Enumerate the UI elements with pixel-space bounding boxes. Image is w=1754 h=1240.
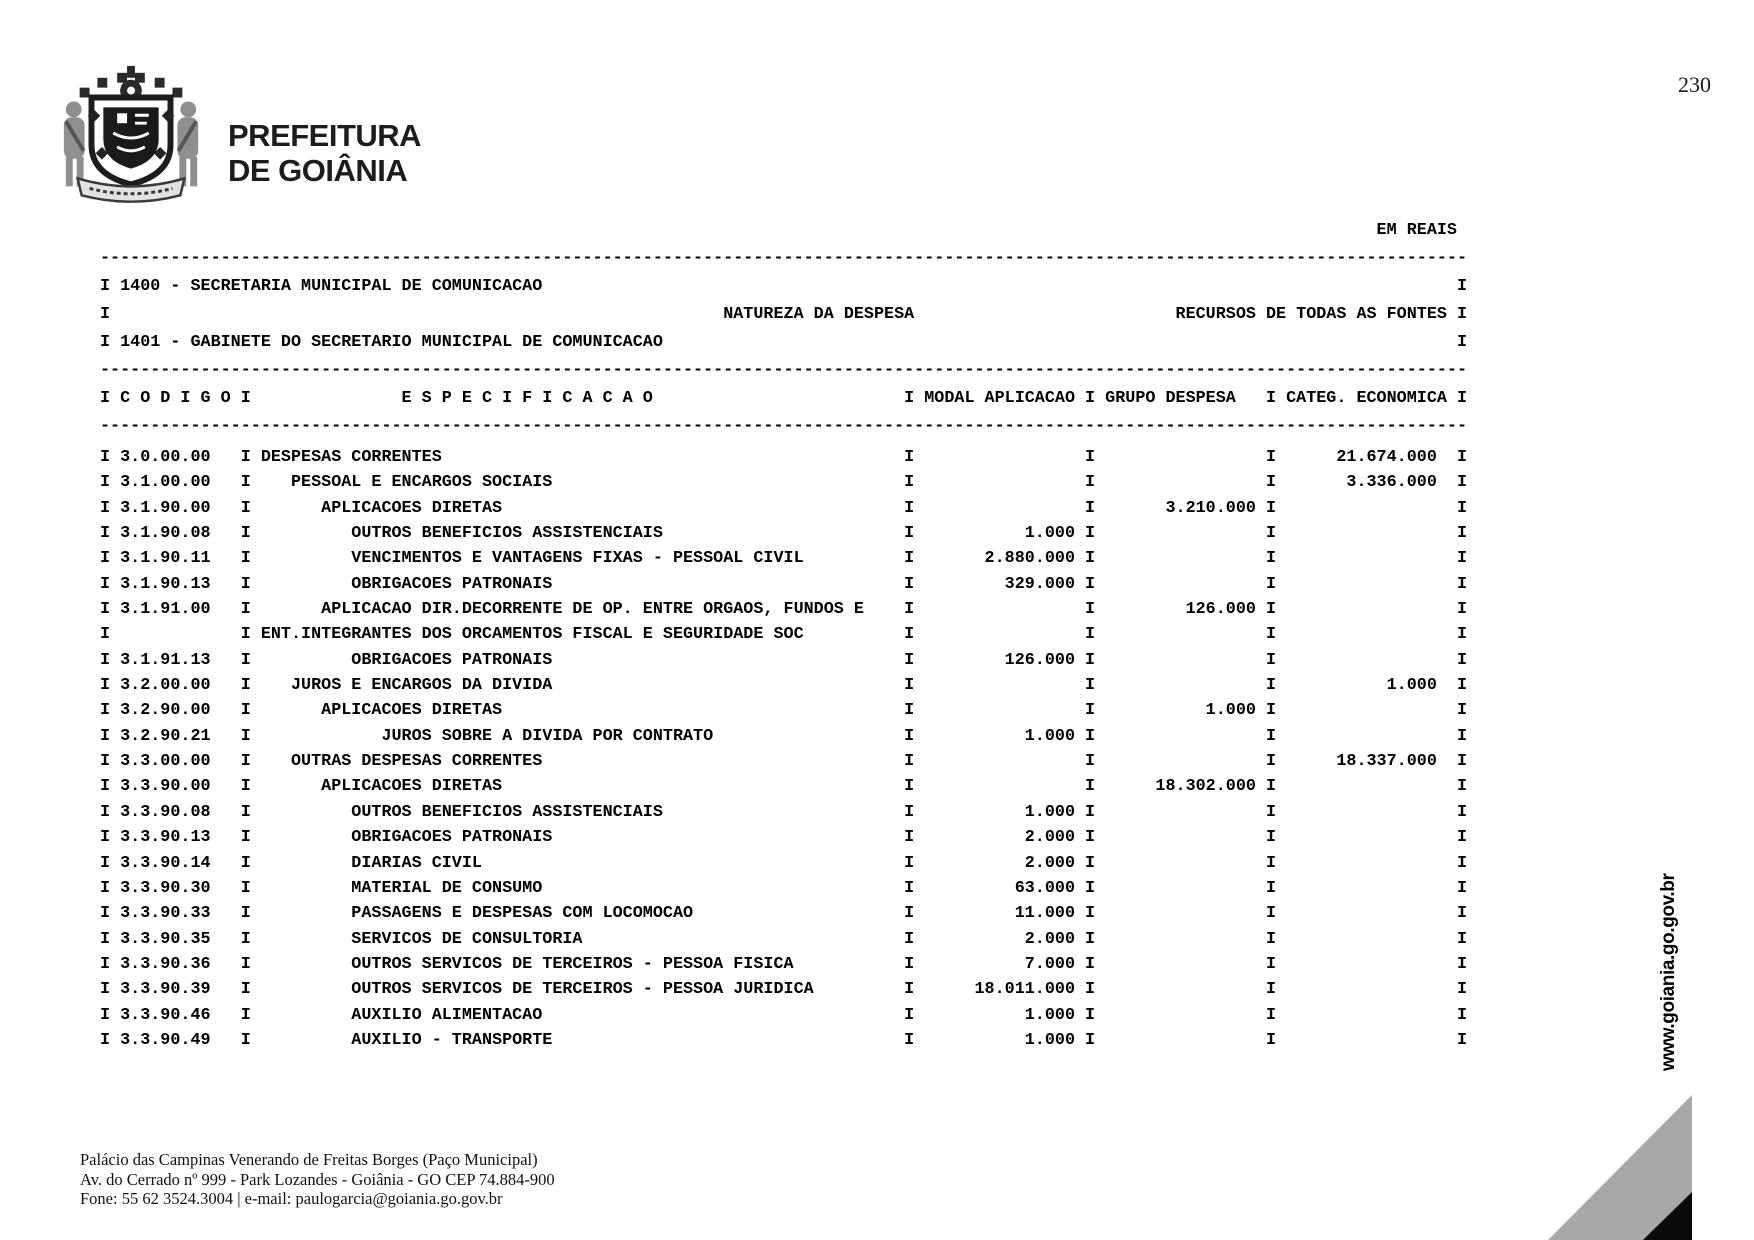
website-url-vertical: www.goiania.go.gov.br [1658, 873, 1679, 1071]
report-line: EM REAIS [100, 221, 1457, 240]
report-table-block [100, 445, 1467, 1053]
logo-wordmark-line1: PREFEITURA [228, 118, 422, 153]
footer-address-line1: Palácio das Campinas Venerando de Freitas Borges (Paço Municipal) [80, 1150, 538, 1169]
table-row: I 3.0.00.00 I DESPESAS CORRENTES I I I 21.674.000 I [100, 448, 1468, 467]
table-row: I 3.2.90.21 I JUROS SOBRE A DIVIDA POR CONTRATO I 1.000 I I I [100, 726, 1468, 746]
table-row: I I ENT.INTEGRANTES DOS ORCAMENTOS FISCAL E SEGURIDADE SOC I I I I [100, 625, 1468, 645]
table-row: I 3.3.90.39 I OUTROS SERVICOS DE TERCEIROS - PESSOA JURIDICA I 18.011.000 I I I [100, 980, 1468, 1000]
page-corner-decoration [1540, 1080, 1700, 1240]
report-line: I C O D I G O I E S P E C I F I C A C A O I MODAL APLICACAO I GRUPO DESPESA I CATEG. ECONOMICA I [100, 389, 1468, 408]
table-row: I 3.3.90.36 I OUTROS SERVICOS DE TERCEIROS - PESSOA FISICA I 7.000 I I I [100, 954, 1468, 974]
page-footer [80, 1150, 555, 1209]
footer-address-line2: Av. do Cerrado nº 999 - Park Lozandes - Goiânia - GO CEP 74.884-900 [80, 1169, 555, 1189]
report-line: I 1400 - SECRETARIA MUNICIPAL DE COMUNICACAO I [100, 277, 1468, 296]
table-row: I 3.1.90.13 I OBRIGACOES PATRONAIS I 329.000 I I I [100, 574, 1468, 594]
table-row: I 3.3.90.35 I SERVICOS DE CONSULTORIA I 2.000 I I I [100, 929, 1468, 949]
table-row: I 3.3.90.13 I OBRIGACOES PATRONAIS I 2.000 I I I [100, 828, 1468, 848]
table-row: I 3.3.90.30 I MATERIAL DE CONSUMO I 63.000 I I I [100, 878, 1468, 898]
table-row: I 3.3.90.46 I AUXILIO ALIMENTACAO I 1.000 I I I [100, 1005, 1468, 1025]
table-row: I 3.2.90.00 I APLICACOES DIRETAS I I 1.000 I I [100, 701, 1468, 721]
table-row: I 3.1.90.08 I OUTROS BENEFICIOS ASSISTENCIAIS I 1.000 I I I [100, 524, 1468, 544]
footer-contact-line: Fone: 55 62 3524.3004 | e-mail: paulogarcia@goiania.go.gov.br [80, 1189, 503, 1208]
goiania-coat-of-arms-icon [52, 62, 210, 214]
report-line: ---------------------------------------------------------------------------------------------------------------------------------------- [100, 361, 1468, 380]
report-header-block [100, 217, 1467, 441]
prefeitura-goiania-logo [52, 60, 422, 220]
report-line: I 1401 - GABINETE DO SECRETARIO MUNICIPAL DE COMUNICACAO I [100, 333, 1468, 352]
logo-wordmark-line2: DE GOIÂNIA [228, 153, 408, 188]
table-row: I 3.1.00.00 I PESSOAL E ENCARGOS SOCIAIS I I I 3.336.000 I [100, 473, 1468, 493]
table-row: I 3.3.90.00 I APLICACOES DIRETAS I I 18.302.000 I I [100, 777, 1468, 797]
table-row: I 3.3.90.08 I OUTROS BENEFICIOS ASSISTENCIAIS I 1.000 I I I [100, 802, 1468, 822]
table-row: I 3.1.91.00 I APLICACAO DIR.DECORRENTE DE OP. ENTRE ORGAOS, FUNDOS E I I 126.000 I I [100, 600, 1468, 620]
report-line: I NATUREZA DA DESPESA RECURSOS DE TODAS AS FONTES I [100, 305, 1468, 324]
table-row: I 3.1.90.11 I VENCIMENTOS E VANTAGENS FIXAS - PESSOAL CIVIL I 2.880.000 I I I [100, 549, 1468, 569]
report-line: ---------------------------------------------------------------------------------------------------------------------------------------- [100, 417, 1468, 436]
table-row: I 3.2.00.00 I JUROS E ENCARGOS DA DIVIDA I I I 1.000 I [100, 676, 1468, 696]
report-line: ---------------------------------------------------------------------------------------------------------------------------------------- [100, 249, 1468, 268]
page-number: 230 [1678, 72, 1711, 97]
table-row: I 3.1.90.00 I APLICACOES DIRETAS I I 3.210.000 I I [100, 498, 1468, 518]
table-row: I 3.3.90.49 I AUXILIO - TRANSPORTE I 1.000 I I I [100, 1030, 1468, 1050]
table-row: I 3.3.90.14 I DIARIAS CIVIL I 2.000 I I I [100, 853, 1468, 873]
table-row: I 3.1.91.13 I OBRIGACOES PATRONAIS I 126.000 I I I [100, 650, 1468, 670]
table-row: I 3.3.00.00 I OUTRAS DESPESAS CORRENTES I I I 18.337.000 I [100, 752, 1468, 772]
logo-wordmark [228, 118, 421, 188]
table-row: I 3.3.90.33 I PASSAGENS E DESPESAS COM LOCOMOCAO I 11.000 I I I [100, 904, 1468, 924]
